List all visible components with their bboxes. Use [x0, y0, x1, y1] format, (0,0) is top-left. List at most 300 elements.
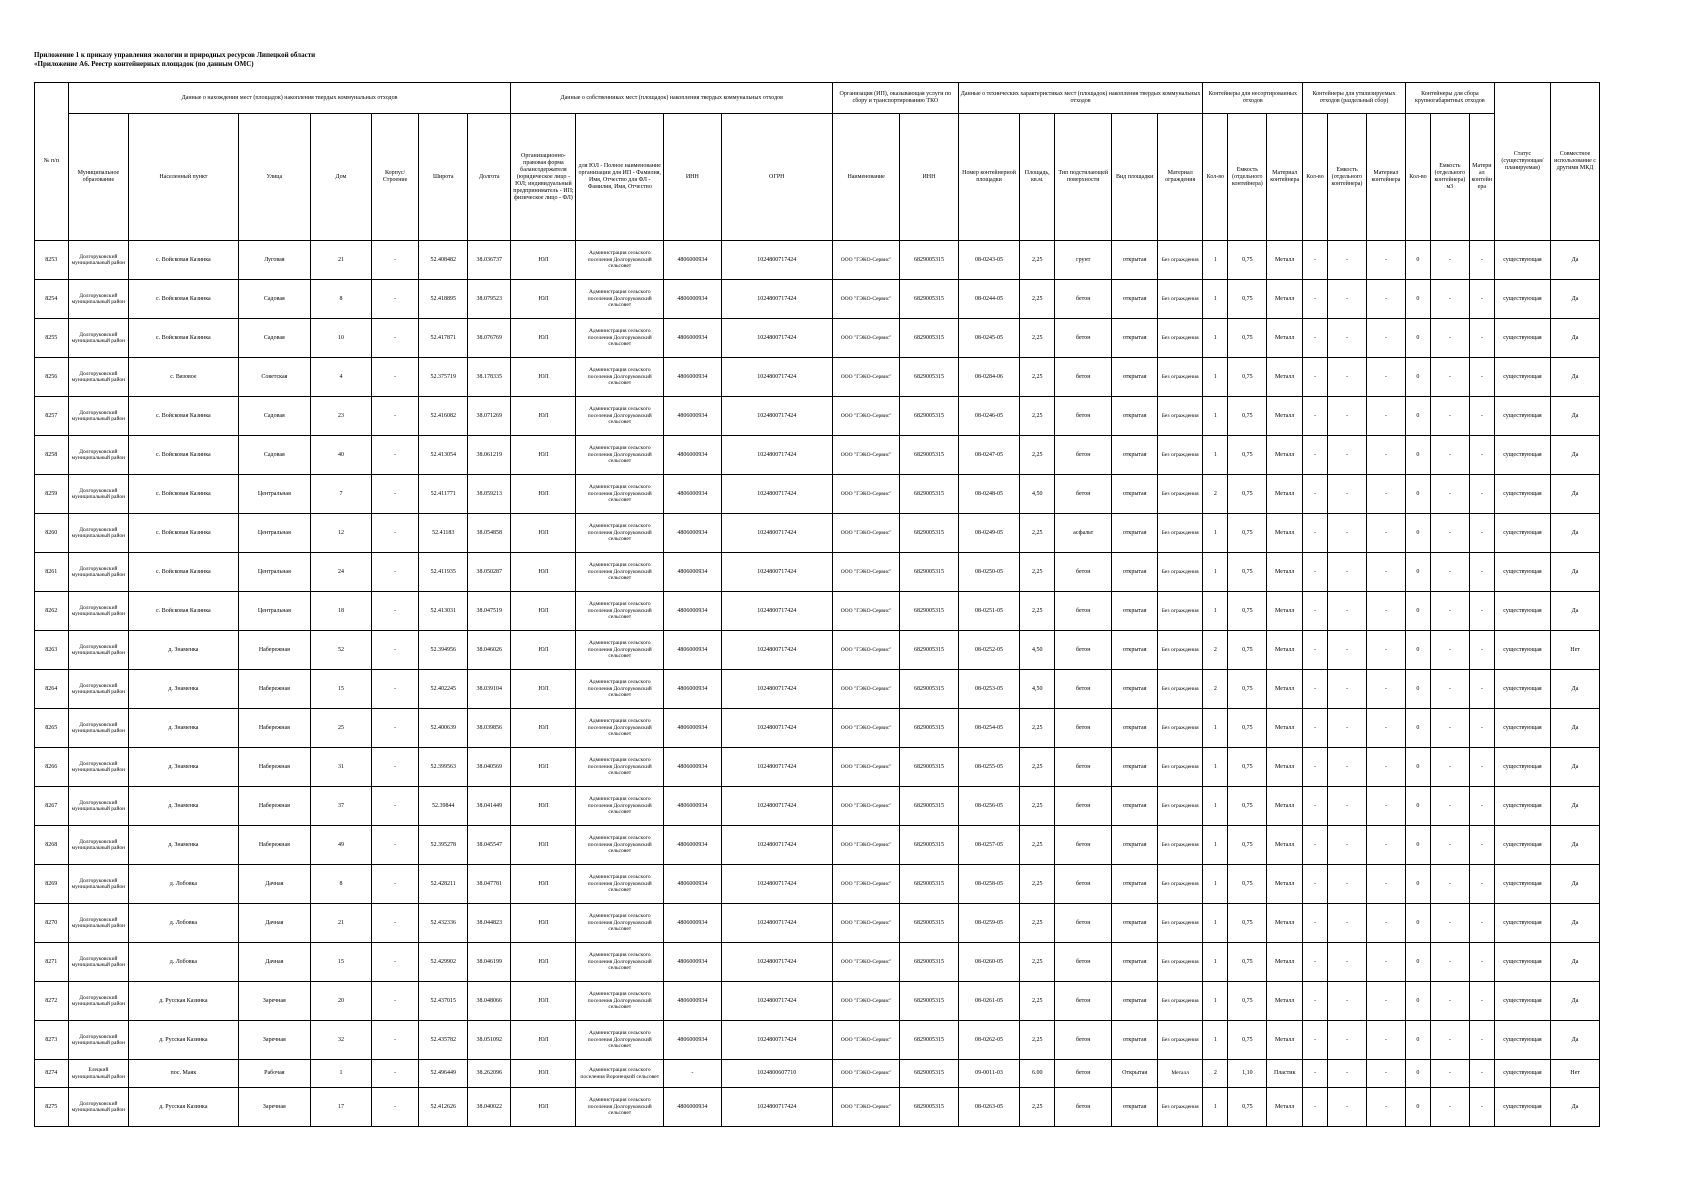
cell-n: 8267: [35, 787, 69, 826]
cell-bm: -: [1469, 514, 1494, 553]
group-owners: Данные о собственниках мест (площадок) накопления твердых коммунальных отходов: [511, 83, 833, 114]
cell-sv: 0,75: [1228, 943, 1267, 982]
cell-rv: -: [1327, 670, 1366, 709]
cell-op: ООО "ГЭКО-Сервис": [833, 943, 900, 982]
cell-rq: -: [1303, 280, 1328, 319]
cell-bv: -: [1430, 241, 1469, 280]
cell-bld: -: [371, 982, 419, 1021]
cell-shared: Да: [1551, 1021, 1600, 1060]
col-shared: Совместное использование с другими МКД: [1551, 83, 1600, 241]
cell-rq: -: [1303, 241, 1328, 280]
cell-sv: 0,75: [1228, 826, 1267, 865]
cell-rv: -: [1327, 280, 1366, 319]
cell-shared: Да: [1551, 982, 1600, 1021]
cell-street: Садовая: [238, 397, 311, 436]
cell-lat: 52.418895: [419, 280, 468, 319]
cell-sq: 1: [1203, 865, 1228, 904]
cell-inn: 4806000934: [664, 1021, 721, 1060]
cell-bm: -: [1469, 670, 1494, 709]
cell-sq: 1: [1203, 1088, 1228, 1127]
col-house: Дом: [311, 114, 372, 241]
col-municipality: Муниципальное образование: [68, 114, 129, 241]
cell-surf: бетон: [1055, 826, 1112, 865]
cell-sm: Металл: [1267, 943, 1303, 982]
cell-op: ООО "ГЭКО-Сервис": [833, 865, 900, 904]
cell-fence: Без ограждения: [1157, 475, 1203, 514]
cell-shared: Да: [1551, 748, 1600, 787]
cell-fence: Без ограждения: [1157, 709, 1203, 748]
cell-inn: 4806000934: [664, 943, 721, 982]
cell-lat: 52.411771: [419, 475, 468, 514]
cell-rq: -: [1303, 631, 1328, 670]
cell-bm: -: [1469, 826, 1494, 865]
cell-house: 52: [311, 631, 372, 670]
cell-rm: -: [1366, 475, 1405, 514]
cell-shared: Да: [1551, 865, 1600, 904]
cell-rq: -: [1303, 475, 1328, 514]
cell-form: ЮЛ: [511, 1060, 576, 1088]
cell-sm: Металл: [1267, 904, 1303, 943]
cell-type: открытая: [1112, 826, 1157, 865]
cell-fence: Без ограждения: [1157, 787, 1203, 826]
cell-bld: -: [371, 475, 419, 514]
cell-surf: бетон: [1055, 787, 1112, 826]
cell-sq: 1: [1203, 1021, 1228, 1060]
cell-mo: Долгоруковский муниципальный район: [68, 709, 129, 748]
cell-type: открытая: [1112, 631, 1157, 670]
cell-street: Центральная: [238, 514, 311, 553]
cell-np: д. Русская Казинка: [129, 1088, 238, 1127]
cell-type: открытая: [1112, 1088, 1157, 1127]
cell-bm: -: [1469, 631, 1494, 670]
cell-lon: 38.040569: [468, 748, 511, 787]
cell-bld: -: [371, 241, 419, 280]
table-row: [35, 670, 1600, 709]
cell-rm: -: [1366, 982, 1405, 1021]
cell-lon: 38.039856: [468, 709, 511, 748]
cell-np: д. Русская Казинка: [129, 1021, 238, 1060]
cell-inn: 4806000934: [664, 1088, 721, 1127]
cell-inn: 4806000934: [664, 787, 721, 826]
col-operator-inn: ИНН: [900, 114, 958, 241]
cell-rv: -: [1327, 358, 1366, 397]
cell-fence: Металл: [1157, 1060, 1203, 1088]
cell-sm: Металл: [1267, 592, 1303, 631]
cell-lon: 38.040022: [468, 1088, 511, 1127]
cell-mo: Долгоруковский муниципальный район: [68, 553, 129, 592]
cell-mo: Долгоруковский муниципальный район: [68, 1088, 129, 1127]
cell-op: ООО "ГЭКО-Сервис": [833, 1088, 900, 1127]
cell-area: 2,25: [1020, 865, 1055, 904]
cell-org: Администрация сельского поселения Долгоруковский сельсовет: [576, 241, 664, 280]
col-latitude: Широта: [419, 114, 468, 241]
cell-type: открытая: [1112, 436, 1157, 475]
cell-mo: Долгоруковский муниципальный район: [68, 904, 129, 943]
cell-rv: -: [1327, 436, 1366, 475]
cell-ogrn: 1024800717424: [721, 1021, 833, 1060]
cell-sq: 1: [1203, 982, 1228, 1021]
table-row: [35, 241, 1600, 280]
cell-area: 4,50: [1020, 670, 1055, 709]
cell-sv: 0,75: [1228, 514, 1267, 553]
cell-org: Администрация сельского поселения Долгоруковский сельсовет: [576, 826, 664, 865]
cell-area: 6.00: [1020, 1060, 1055, 1088]
cell-rm: -: [1366, 280, 1405, 319]
cell-rv: -: [1327, 826, 1366, 865]
cell-sv: 0,75: [1228, 592, 1267, 631]
cell-type: открытая: [1112, 904, 1157, 943]
cell-shared: Да: [1551, 904, 1600, 943]
cell-status: существующая: [1494, 436, 1550, 475]
cell-bld: -: [371, 592, 419, 631]
cell-np: д. Знаменка: [129, 631, 238, 670]
cell-n: 8259: [35, 475, 69, 514]
cell-bq: 0: [1405, 436, 1430, 475]
cell-rq: -: [1303, 1060, 1328, 1088]
col-area: Площадь, кв.м.: [1020, 114, 1055, 241]
cell-inn: 4806000934: [664, 592, 721, 631]
cell-np: д. Русская Казинка: [129, 982, 238, 1021]
cell-bv: -: [1430, 397, 1469, 436]
table-row: [35, 631, 1600, 670]
cell-op: ООО "ГЭКО-Сервис": [833, 748, 900, 787]
cell-fence: Без ограждения: [1157, 1021, 1203, 1060]
cell-n: 8269: [35, 865, 69, 904]
cell-status: существующая: [1494, 982, 1550, 1021]
cell-house: 18: [311, 592, 372, 631]
cell-shared: Нет: [1551, 631, 1600, 670]
table-row: [35, 943, 1600, 982]
cell-sm: Металл: [1267, 748, 1303, 787]
cell-inn: 4806000934: [664, 358, 721, 397]
cell-inn: 4806000934: [664, 826, 721, 865]
cell-site: 08-0251-05: [958, 592, 1020, 631]
cell-bv: -: [1430, 904, 1469, 943]
cell-bm: -: [1469, 358, 1494, 397]
cell-type: открытая: [1112, 709, 1157, 748]
cell-org: Администрация сельского поселения Долгоруковский сельсовет: [576, 709, 664, 748]
cell-lat: 52.399563: [419, 748, 468, 787]
cell-status: существующая: [1494, 553, 1550, 592]
cell-np: пос. Маяк: [129, 1060, 238, 1088]
cell-surf: бетон: [1055, 1060, 1112, 1088]
cell-status: существующая: [1494, 631, 1550, 670]
cell-sv: 0,75: [1228, 1021, 1267, 1060]
table-row: [35, 1060, 1600, 1088]
cell-bm: -: [1469, 475, 1494, 514]
cell-form: ЮЛ: [511, 787, 576, 826]
cell-mo: Долгоруковский муниципальный район: [68, 670, 129, 709]
cell-rm: -: [1366, 1021, 1405, 1060]
cell-mo: Долгоруковский муниципальный район: [68, 241, 129, 280]
cell-rq: -: [1303, 358, 1328, 397]
cell-rm: -: [1366, 241, 1405, 280]
cell-bq: 0: [1405, 865, 1430, 904]
cell-sv: 1,10: [1228, 1060, 1267, 1088]
cell-fence: Без ограждения: [1157, 592, 1203, 631]
cell-bq: 0: [1405, 319, 1430, 358]
cell-rv: -: [1327, 319, 1366, 358]
cell-org: Администрация сельского поселения Долгоруковский сельсовет: [576, 475, 664, 514]
cell-sq: 1: [1203, 709, 1228, 748]
cell-op_inn: 6829005315: [900, 943, 958, 982]
cell-rq: -: [1303, 670, 1328, 709]
cell-inn: 4806000934: [664, 982, 721, 1021]
group-sorted-containers: Контейнеры для несортированных отходов: [1203, 83, 1303, 114]
cell-lat: 52.417871: [419, 319, 468, 358]
cell-n: 8256: [35, 358, 69, 397]
table-row: [35, 904, 1600, 943]
cell-rm: -: [1366, 1088, 1405, 1127]
cell-lon: 38.048066: [468, 982, 511, 1021]
cell-area: 2,25: [1020, 592, 1055, 631]
cell-site: 08-0261-05: [958, 982, 1020, 1021]
cell-street: Набережная: [238, 670, 311, 709]
cell-sm: Металл: [1267, 514, 1303, 553]
cell-form: ЮЛ: [511, 631, 576, 670]
cell-sv: 0,75: [1228, 475, 1267, 514]
cell-bld: -: [371, 748, 419, 787]
cell-sq: 1: [1203, 904, 1228, 943]
cell-op_inn: 6829005315: [900, 436, 958, 475]
col-longitude: Долгота: [468, 114, 511, 241]
cell-sq: 1: [1203, 748, 1228, 787]
cell-rm: -: [1366, 865, 1405, 904]
cell-shared: Да: [1551, 397, 1600, 436]
cell-n: 8270: [35, 904, 69, 943]
cell-np: с. Войсковая Казинка: [129, 319, 238, 358]
cell-mo: Долгоруковский муниципальный район: [68, 358, 129, 397]
cell-surf: грунт: [1055, 241, 1112, 280]
cell-bq: 0: [1405, 1021, 1430, 1060]
col-site-type: Вид площадки: [1112, 114, 1157, 241]
cell-type: открытая: [1112, 787, 1157, 826]
cell-sm: Металл: [1267, 982, 1303, 1021]
cell-bv: -: [1430, 514, 1469, 553]
cell-form: ЮЛ: [511, 280, 576, 319]
cell-bq: 0: [1405, 787, 1430, 826]
cell-shared: Да: [1551, 280, 1600, 319]
cell-status: существующая: [1494, 1021, 1550, 1060]
cell-area: 2,25: [1020, 826, 1055, 865]
cell-lat: 52.41183: [419, 514, 468, 553]
cell-org: Администрация сельского поселения Долгоруковский сельсовет: [576, 943, 664, 982]
cell-street: Дачная: [238, 904, 311, 943]
cell-bv: -: [1430, 826, 1469, 865]
cell-op: ООО "ГЭКО-Сервис": [833, 280, 900, 319]
cell-area: 4,50: [1020, 631, 1055, 670]
cell-lon: 38.079523: [468, 280, 511, 319]
cell-op: ООО "ГЭКО-Сервис": [833, 436, 900, 475]
cell-sv: 0,75: [1228, 748, 1267, 787]
table-row: [35, 787, 1600, 826]
cell-bq: 0: [1405, 943, 1430, 982]
cell-form: ЮЛ: [511, 709, 576, 748]
cell-inn: 4806000934: [664, 631, 721, 670]
cell-org: Администрация сельского поселения Воронецкий сельсовет: [576, 1060, 664, 1088]
cell-org: Администрация сельского поселения Долгоруковский сельсовет: [576, 631, 664, 670]
cell-lon: 38.054858: [468, 514, 511, 553]
cell-sm: Металл: [1267, 319, 1303, 358]
cell-bq: 0: [1405, 826, 1430, 865]
cell-bld: -: [371, 436, 419, 475]
cell-site: 08-0256-05: [958, 787, 1020, 826]
col-number: № п/п: [35, 83, 69, 241]
cell-bm: -: [1469, 280, 1494, 319]
cell-rm: -: [1366, 631, 1405, 670]
cell-form: ЮЛ: [511, 904, 576, 943]
table-row: [35, 280, 1600, 319]
cell-area: 2,25: [1020, 748, 1055, 787]
cell-type: открытая: [1112, 358, 1157, 397]
table-row: [35, 397, 1600, 436]
cell-type: открытая: [1112, 319, 1157, 358]
cell-type: открытая: [1112, 241, 1157, 280]
cell-bld: -: [371, 787, 419, 826]
cell-mo: Долгоруковский муниципальный район: [68, 787, 129, 826]
cell-ogrn: 1024800717424: [721, 553, 833, 592]
col-fence: Материал ограждения: [1157, 114, 1203, 241]
table-row: [35, 358, 1600, 397]
cell-np: с. Вязовое: [129, 358, 238, 397]
cell-lon: 38.047519: [468, 592, 511, 631]
cell-status: существующая: [1494, 1060, 1550, 1088]
cell-area: 4,50: [1020, 475, 1055, 514]
cell-area: 2,25: [1020, 943, 1055, 982]
cell-bm: -: [1469, 241, 1494, 280]
cell-ogrn: 1024800717424: [721, 787, 833, 826]
cell-status: существующая: [1494, 1088, 1550, 1127]
cell-form: ЮЛ: [511, 358, 576, 397]
cell-rq: -: [1303, 787, 1328, 826]
cell-bld: -: [371, 670, 419, 709]
cell-house: 1: [311, 1060, 372, 1088]
cell-op_inn: 6829005315: [900, 1060, 958, 1088]
cell-surf: бетон: [1055, 397, 1112, 436]
cell-lat: 52.411935: [419, 553, 468, 592]
cell-sq: 1: [1203, 280, 1228, 319]
cell-form: ЮЛ: [511, 319, 576, 358]
cell-site: 08-0258-05: [958, 865, 1020, 904]
cell-rq: -: [1303, 943, 1328, 982]
cell-street: Набережная: [238, 787, 311, 826]
cell-site: 08-0255-05: [958, 748, 1020, 787]
cell-site: 08-0245-05: [958, 319, 1020, 358]
cell-site: 08-0284-06: [958, 358, 1020, 397]
cell-bq: 0: [1405, 709, 1430, 748]
cell-org: Администрация сельского поселения Долгоруковский сельсовет: [576, 865, 664, 904]
cell-op_inn: 6829005315: [900, 904, 958, 943]
col-sorted-qty: Кол-во: [1203, 114, 1228, 241]
cell-ogrn: 1024800717424: [721, 475, 833, 514]
cell-rm: -: [1366, 1060, 1405, 1088]
cell-rm: -: [1366, 514, 1405, 553]
cell-ogrn: 1024800717424: [721, 865, 833, 904]
cell-surf: асфальт: [1055, 514, 1112, 553]
cell-org: Администрация сельского поселения Долгоруковский сельсовет: [576, 553, 664, 592]
cell-surf: бетон: [1055, 865, 1112, 904]
cell-op_inn: 6829005315: [900, 553, 958, 592]
cell-rm: -: [1366, 826, 1405, 865]
cell-lon: 38.041449: [468, 787, 511, 826]
cell-inn: 4806000934: [664, 241, 721, 280]
cell-surf: бетон: [1055, 982, 1112, 1021]
cell-form: ЮЛ: [511, 553, 576, 592]
cell-bq: 0: [1405, 904, 1430, 943]
cell-sq: 1: [1203, 592, 1228, 631]
cell-surf: бетон: [1055, 904, 1112, 943]
cell-surf: бетон: [1055, 553, 1112, 592]
cell-lon: 38.059213: [468, 475, 511, 514]
cell-bld: -: [371, 280, 419, 319]
cell-bld: -: [371, 709, 419, 748]
cell-lat: 52.435782: [419, 1021, 468, 1060]
cell-bm: -: [1469, 319, 1494, 358]
cell-lon: 38.046199: [468, 943, 511, 982]
cell-sm: Металл: [1267, 1021, 1303, 1060]
cell-sv: 0,75: [1228, 397, 1267, 436]
cell-sv: 0,75: [1228, 631, 1267, 670]
cell-mo: Долгоруковский муниципальный район: [68, 865, 129, 904]
cell-op_inn: 6829005315: [900, 982, 958, 1021]
cell-inn: 4806000934: [664, 709, 721, 748]
document-heading: [34, 51, 315, 69]
cell-site: 08-0259-05: [958, 904, 1020, 943]
cell-bv: -: [1430, 475, 1469, 514]
cell-area: 2,25: [1020, 1088, 1055, 1127]
cell-surf: бетон: [1055, 592, 1112, 631]
cell-area: 2,25: [1020, 358, 1055, 397]
cell-inn: 4806000934: [664, 514, 721, 553]
cell-bld: -: [371, 1088, 419, 1127]
cell-fence: Без ограждения: [1157, 865, 1203, 904]
cell-sm: Металл: [1267, 358, 1303, 397]
cell-site: 08-0243-05: [958, 241, 1020, 280]
cell-bv: -: [1430, 1088, 1469, 1127]
cell-street: Рабочая: [238, 1060, 311, 1088]
cell-fence: Без ограждения: [1157, 397, 1203, 436]
cell-n: 8266: [35, 748, 69, 787]
cell-op: ООО "ГЭКО-Сервис": [833, 241, 900, 280]
cell-shared: Да: [1551, 943, 1600, 982]
cell-street: Заречная: [238, 1021, 311, 1060]
cell-bq: 0: [1405, 670, 1430, 709]
cell-fence: Без ограждения: [1157, 553, 1203, 592]
cell-sq: 1: [1203, 787, 1228, 826]
cell-rq: -: [1303, 1021, 1328, 1060]
cell-sq: 1: [1203, 436, 1228, 475]
cell-type: открытая: [1112, 280, 1157, 319]
cell-op: ООО "ГЭКО-Сервис": [833, 670, 900, 709]
cell-surf: бетон: [1055, 670, 1112, 709]
table-row: [35, 592, 1600, 631]
cell-rq: -: [1303, 982, 1328, 1021]
cell-ogrn: 1024800717424: [721, 982, 833, 1021]
cell-form: ЮЛ: [511, 865, 576, 904]
cell-lat: 52.413054: [419, 436, 468, 475]
cell-n: 8254: [35, 280, 69, 319]
cell-np: д. Знаменка: [129, 670, 238, 709]
cell-org: Администрация сельского поселения Долгоруковский сельсовет: [576, 514, 664, 553]
table-row: [35, 436, 1600, 475]
cell-lon: 38.044823: [468, 904, 511, 943]
cell-op: ООО "ГЭКО-Сервис": [833, 1060, 900, 1088]
cell-shared: Нет: [1551, 1060, 1600, 1088]
cell-op: ООО "ГЭКО-Сервис": [833, 592, 900, 631]
cell-sv: 0,75: [1228, 1088, 1267, 1127]
cell-sm: Металл: [1267, 397, 1303, 436]
group-recycled-containers: Контейнеры для утилизируемых отходов (раздельный сбор): [1303, 83, 1406, 114]
